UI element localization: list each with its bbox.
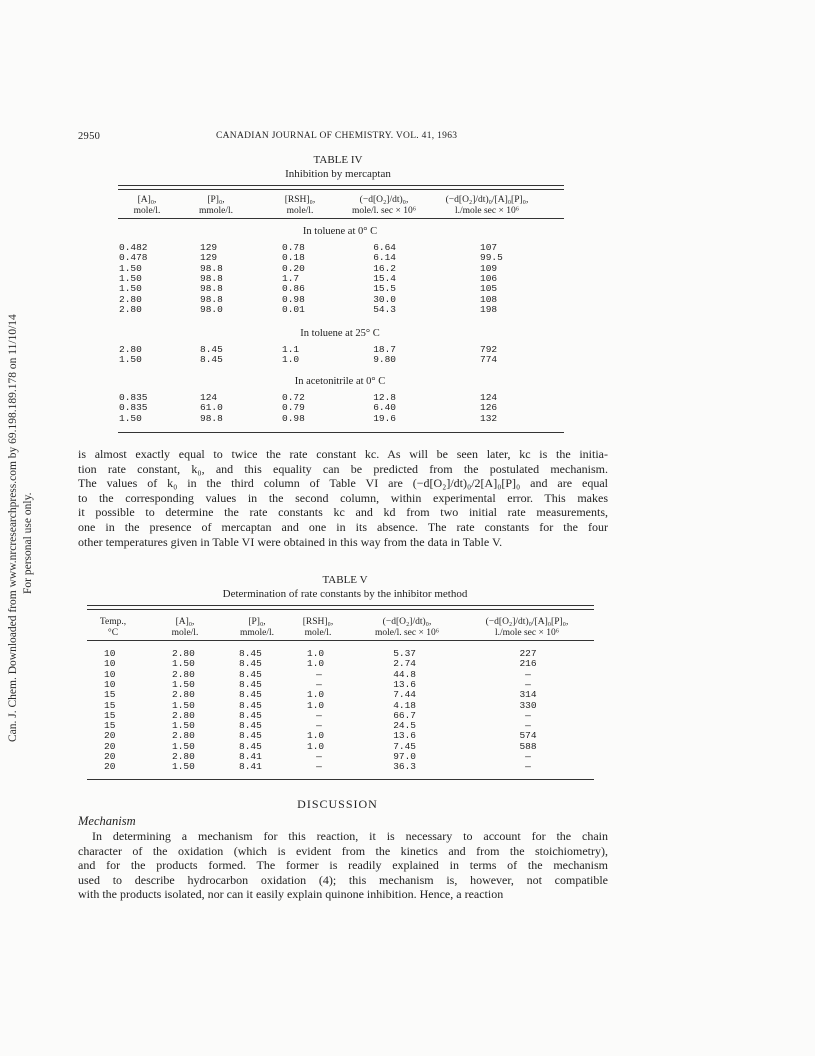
table4-cell: 0.86: [282, 283, 305, 295]
table4-cell: 30.0: [373, 293, 396, 305]
table5-col-header-line: [RSH]₀,: [302, 617, 334, 627]
table4-header-rule: [118, 218, 564, 219]
table5-subtitle: Determination of rate constants by the inhibitor method: [222, 588, 468, 600]
table5-cell: 15: [104, 709, 116, 721]
personal-use-notice: [22, 493, 34, 594]
discussion-paragraph-line: In determining a mechanism for this reaction, it is necessary to account for the chain: [92, 829, 608, 843]
table4-col-header: [422, 195, 552, 217]
table4-cell: 1.7: [282, 272, 300, 284]
table4-title: TABLE IV: [313, 154, 363, 166]
table4-col-header-line: (−d[O₂]/dt)₀,: [359, 195, 409, 205]
table5-cell: 8.45: [239, 678, 262, 690]
table5-cell: —: [316, 761, 322, 773]
table5-cell: 8.45: [239, 730, 262, 742]
table5-cell: —: [316, 720, 322, 732]
table4-cell: 1.1: [282, 344, 300, 355]
table4-cell: 108: [480, 293, 498, 305]
table4-cell: 18.7: [373, 344, 396, 355]
table4-section-label: In toluene at 25° C: [300, 328, 380, 339]
table4-col-header-line: mmole/l.: [198, 206, 234, 216]
table5-cell: 66.7: [393, 709, 416, 721]
table4-cell: 54.3: [373, 303, 396, 315]
table4-cell: 12.8: [373, 392, 396, 403]
body-paragraph: [78, 447, 608, 549]
table4-cell: 2.80: [119, 293, 142, 305]
table5-col-header: [153, 617, 217, 639]
table5-cell: 2.80: [172, 751, 195, 762]
table4-section-label: In toluene at 0° C: [302, 226, 378, 237]
table5-cell: 2.80: [172, 730, 195, 742]
table4-cell: 6.64: [373, 242, 396, 253]
table5-cell: 8.41: [239, 761, 262, 773]
table5-cell: 8.45: [239, 699, 262, 711]
table4-cell: 124: [200, 392, 218, 403]
table5-cell: —: [525, 668, 531, 680]
table4-cell: 6.14: [373, 252, 396, 264]
table4-col-header-line: [P]₀,: [207, 195, 225, 205]
table5-cell: 15: [104, 689, 116, 701]
table4-cell: 1.50: [119, 354, 142, 366]
table4-section-label: In acetonitrile at 0° C: [294, 376, 386, 387]
table5-cell: 24.5: [393, 720, 416, 732]
table5-cell: 10: [104, 658, 116, 670]
body-paragraph-line: other temperatures given in Table VI were obtained in this way from the data in Table V.: [78, 534, 503, 549]
table4-cell: 1.50: [119, 262, 142, 274]
table4-cell: 129: [200, 252, 218, 264]
table5-cell: —: [316, 668, 322, 680]
table5-cell: —: [525, 751, 531, 762]
table5-cell: 44.8: [393, 668, 416, 680]
table4-cell: 0.835: [119, 392, 148, 403]
table4-cell: 6.40: [373, 402, 396, 414]
table4-col-header-line: mole/l. sec × 10⁶: [351, 206, 417, 216]
table5-cell: 1.0: [307, 730, 325, 742]
table5-cell: 13.6: [393, 730, 416, 742]
table5-cell: 20: [104, 730, 116, 742]
table5-cell: 2.80: [172, 668, 195, 680]
table5-col-header: [347, 617, 467, 639]
table4-bottom-rule: [118, 432, 564, 433]
table5-cell: —: [525, 709, 531, 721]
table5-col-header: [222, 617, 292, 639]
table5-cell: 1.0: [307, 658, 325, 670]
table5-cell: 1.50: [172, 720, 195, 732]
table4-cell: 129: [200, 242, 218, 253]
table5-cell: —: [316, 709, 322, 721]
table5-cell: 2.80: [172, 709, 195, 721]
table5-cell: 36.3: [393, 761, 416, 773]
table4-cell: 0.72: [282, 392, 305, 403]
table5-cell: 15: [104, 699, 116, 711]
discussion-paragraph: [78, 829, 608, 902]
table5-col-header-line: l./mole sec × 10⁶: [494, 628, 560, 638]
personal-use-line: For personal use only.: [22, 492, 34, 594]
table5-cell: 314: [519, 689, 537, 701]
table5-col-header-line: mole/l. sec × 10⁶: [374, 628, 440, 638]
table5-title: TABLE V: [322, 574, 368, 586]
table4-cell: 8.45: [200, 344, 223, 355]
table4-cell: 98.8: [200, 272, 223, 284]
table4-cell: 0.18: [282, 252, 305, 264]
table4-cell: 16.2: [373, 262, 396, 274]
table4-cell: 19.6: [373, 412, 396, 424]
journal-title: CANADIAN JOURNAL OF CHEMISTRY. VOL. 41, 1963: [216, 131, 458, 141]
table4-cell: 8.45: [200, 354, 223, 366]
table4-cell: 98.8: [200, 412, 223, 424]
table4-cell: 2.80: [119, 344, 142, 355]
table5-col-header-line: Temp.,: [99, 617, 127, 627]
table5-cell: 330: [519, 699, 537, 711]
table5-cell: 2.80: [172, 689, 195, 701]
table4-cell: 107: [480, 242, 498, 253]
mechanism-subheading: Mechanism: [78, 814, 136, 828]
table5-col-header-line: mole/l.: [171, 628, 199, 638]
table5-cell: 216: [519, 658, 537, 670]
table5-cell: 1.0: [307, 689, 325, 701]
body-paragraph-line: tion rate constant, k₀, and this equality can be predicted from the postulated mechanism.: [78, 461, 608, 476]
body-paragraph-line: it possible to determine the rate constants kc and kd from two initial rate measurements,: [78, 505, 608, 520]
table4-cell: 99.5: [480, 252, 503, 264]
table4-cell: 15.4: [373, 272, 396, 284]
table4-cell: 0.01: [282, 303, 305, 315]
table5-col-header-line: (−d[O₂]/dt)₀/[A]₀[P]₀,: [485, 617, 569, 627]
table5-col-header-line: mmole/l.: [239, 628, 275, 638]
discussion-paragraph-line: used to describe hydrocarbon oxidation (4); this mechanism is, however, not compatible: [78, 872, 608, 887]
table4-cell: 15.5: [373, 283, 396, 295]
table5-cell: 10: [104, 678, 116, 690]
table5-cell: 2.80: [172, 648, 195, 659]
table5-cell: 8.45: [239, 658, 262, 670]
table5-cell: 8.45: [239, 720, 262, 732]
table5-header-rule: [87, 640, 594, 641]
table5-cell: 1.50: [172, 699, 195, 711]
table5-cell: 20: [104, 740, 116, 752]
table4-cell: 124: [480, 392, 498, 403]
table5-cell: 8.45: [239, 740, 262, 752]
table4-cell: 126: [480, 402, 498, 414]
table5-cell: 7.44: [393, 689, 416, 701]
table5-col-header: [457, 617, 597, 639]
discussion-paragraph-line: and for the products formed. The former is readily explained in terms of the mechanism: [78, 858, 608, 873]
table5-cell: 2.74: [393, 658, 416, 670]
table4-col-header: [265, 195, 335, 217]
table5-cell: 1.50: [172, 678, 195, 690]
table5-top-rule: [87, 605, 594, 610]
table4-cell: 792: [480, 344, 498, 355]
table5-cell: 97.0: [393, 751, 416, 762]
table5-cell: 1.50: [172, 761, 195, 773]
table5-cell: —: [316, 751, 322, 762]
table4-cell: 1.50: [119, 283, 142, 295]
table5-cell: 8.45: [239, 689, 262, 701]
table4-cell: 0.79: [282, 402, 305, 414]
table5-cell: 574: [519, 730, 537, 742]
discussion-paragraph-line: character of the oxidation (which is evident from the kinetics and from the stoichiometry),: [78, 843, 608, 858]
table5-col-header-line: [A]₀,: [175, 617, 195, 627]
table5-cell: 227: [519, 648, 537, 659]
page-number: 2950: [78, 131, 101, 142]
table5-cell: 10: [104, 648, 116, 659]
table4-col-header-line: l./mole sec × 10⁶: [454, 206, 520, 216]
table4-cell: 0.835: [119, 402, 148, 414]
table4-cell: 105: [480, 283, 498, 295]
table5-cell: 1.0: [307, 648, 325, 659]
table4-col-header: [112, 195, 182, 217]
table4-cell: 109: [480, 262, 498, 274]
table4-cell: 61.0: [200, 402, 223, 414]
table5-caption: [180, 573, 510, 601]
table4-cell: 106: [480, 272, 498, 284]
table5-cell: 10: [104, 668, 116, 680]
table4-col-header: [181, 195, 251, 217]
table4-col-header-line: (−d[O₂]/dt)₀/[A]₀[P]₀,: [445, 195, 529, 205]
body-paragraph-line: one in the presence of mercaptan and one in its absence. The rate constants for the four: [78, 519, 608, 534]
table5-cell: 8.45: [239, 648, 262, 659]
table4-cell: 98.8: [200, 293, 223, 305]
table4-col-header-line: mole/l.: [286, 206, 314, 216]
download-notice-line: Can. J. Chem. Downloaded from www.nrcresearchpress.com by 69.198.189.178 on 11/10/14: [7, 314, 19, 742]
body-paragraph-line: The values of k₀ in the third column of Table VI are (−d[O₂]/dt)₀/2[A]₀[P]₀ and are equal: [78, 476, 608, 491]
table5-col-header: [85, 617, 141, 639]
table4-cell: 9.80: [373, 354, 396, 366]
discussion-paragraph-line: with the products isolated, nor can it easily explain quinone inhibition. Hence, a reaction: [78, 887, 504, 902]
table4-cell: 1.0: [282, 354, 300, 366]
table5-cell: 20: [104, 761, 116, 773]
table5-bottom-rule: [87, 779, 594, 780]
table5-cell: 13.6: [393, 678, 416, 690]
discussion-heading: DISCUSSION: [297, 797, 378, 811]
table5-cell: —: [525, 720, 531, 732]
table5-col-header: [286, 617, 350, 639]
table5-cell: 5.37: [393, 648, 416, 659]
table5-cell: 15: [104, 720, 116, 732]
table5-cell: 20: [104, 751, 116, 762]
table5-col-header-line: mole/l.: [304, 628, 332, 638]
table4-cell: 0.482: [119, 242, 148, 253]
table4-cell: 198: [480, 303, 498, 315]
table4-cell: 0.478: [119, 252, 148, 264]
table4-cell: 0.20: [282, 262, 305, 274]
table4-cell: 774: [480, 354, 498, 366]
download-notice: [7, 314, 19, 742]
table5-col-header-line: [P]₀,: [248, 617, 266, 627]
table5-cell: 7.45: [393, 740, 416, 752]
body-paragraph-line: to the corresponding values in the second column, within experimental error. This makes: [78, 490, 608, 505]
table5-col-header-line: °C: [107, 628, 119, 638]
table4-cell: 98.8: [200, 283, 223, 295]
table4-col-header-line: [RSH]₀,: [284, 195, 316, 205]
table4-cell: 0.78: [282, 242, 305, 253]
table5-cell: 1.50: [172, 658, 195, 670]
body-paragraph-line: is almost exactly equal to twice the rate constant kc. As will be seen later, kc is the initia-: [78, 447, 608, 461]
table4-caption: [180, 153, 496, 181]
table5-cell: 8.45: [239, 709, 262, 721]
table4-cell: 98.8: [200, 262, 223, 274]
table4-cell: 1.50: [119, 272, 142, 284]
table4-cell: 98.0: [200, 303, 223, 315]
table4-col-header-line: mole/l.: [133, 206, 161, 216]
table5-cell: —: [316, 678, 322, 690]
table5-cell: 1.0: [307, 699, 325, 711]
table5-cell: —: [525, 678, 531, 690]
table4-subtitle: Inhibition by mercaptan: [285, 168, 391, 180]
table4-cell: 132: [480, 412, 498, 424]
table5-cell: —: [525, 761, 531, 773]
table5-cell: 1.50: [172, 740, 195, 752]
table4-col-header-line: [A]₀,: [137, 195, 157, 205]
table4-cell: 2.80: [119, 303, 142, 315]
table4-cell: 0.98: [282, 293, 305, 305]
table5-cell: 588: [519, 740, 537, 752]
table5-cell: 8.45: [239, 668, 262, 680]
table5-cell: 4.18: [393, 699, 416, 711]
table5-col-header-line: (−d[O₂]/dt)₀,: [382, 617, 432, 627]
table4-top-rule: [118, 185, 564, 190]
table5-cell: 8.41: [239, 751, 262, 762]
table4-cell: 0.98: [282, 412, 305, 424]
table5-cell: 1.0: [307, 740, 325, 752]
table4-cell: 1.50: [119, 412, 142, 424]
